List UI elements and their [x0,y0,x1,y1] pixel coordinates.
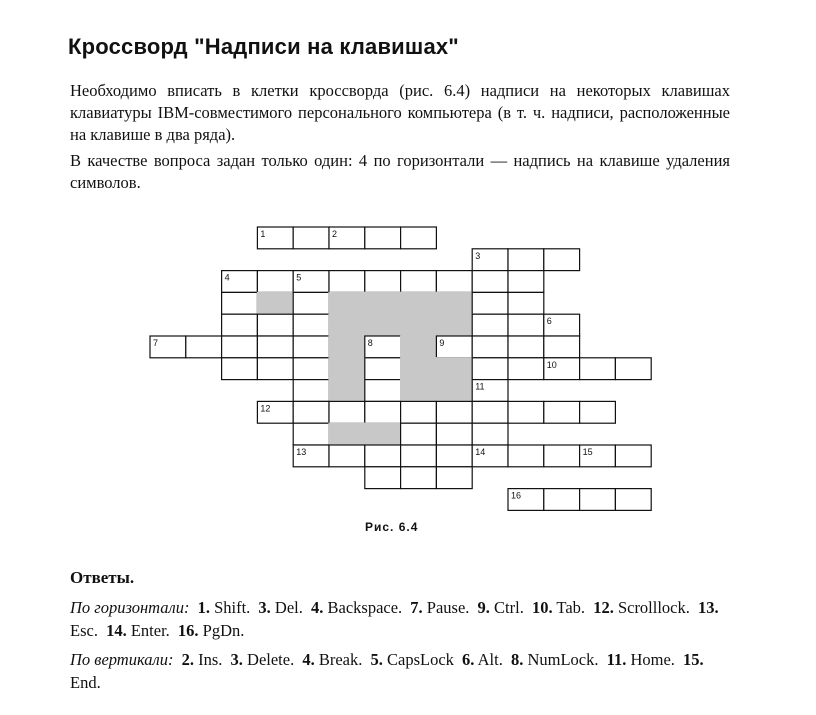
crossword-cell [222,314,258,336]
crossword-cell [436,271,472,293]
crossword-cell [436,445,472,467]
answer-number: 5. [370,650,383,669]
crossword-cell [508,358,544,380]
crossword-cell [615,445,651,467]
crossword-cell [293,358,329,380]
answer-item [532,598,585,617]
clue-number: 16 [511,490,522,501]
crossword-cell [401,423,437,445]
answer-text: Shift. [214,598,251,617]
answer-number: 4. [302,650,315,669]
answer-number: 3. [258,598,271,617]
clue-number: 14 [475,447,486,457]
answer-text: CapsLock [387,650,454,669]
answer-item [311,598,402,617]
clue-number: 1 [260,229,266,239]
crossword-cell [293,336,329,358]
answer-text: Delete. [247,650,295,669]
crossword-cell [544,401,580,423]
crossword-cell [472,292,508,314]
clue-number: 11 [475,381,485,392]
answer-number: 15. [683,650,704,669]
crossword-cell [401,227,437,249]
crossword-cell [401,401,437,423]
clue-number: 12 [260,403,271,414]
shaded-cell [365,423,401,445]
crossword-cell [508,249,544,271]
shaded-cell [401,314,437,336]
answer-number: 1. [197,598,210,617]
clue-number: 15 [582,447,593,457]
crossword-cell [436,467,472,489]
crossword-cell [329,401,365,423]
crossword-cell [365,271,401,293]
clue-number: 7 [153,338,159,348]
shaded-cell [436,314,472,336]
answer-text: Enter. [130,621,170,640]
answer-item [462,650,503,669]
answer-item [478,598,524,617]
answer-item [178,621,244,640]
answer-item [182,650,223,669]
crossword-cell [401,271,437,293]
crossword-cell [329,271,365,293]
clue-number: 13 [296,447,307,457]
answer-number: 3. [230,650,243,669]
answer-item [302,650,362,669]
crossword-cell [615,358,651,380]
answer-number: 10. [531,598,553,617]
answer-item [198,598,251,617]
answer-item [231,650,295,669]
crossword-cell [508,314,544,336]
crossword-cell [544,489,580,511]
crossword-cell [365,227,401,249]
answers-horizontal [70,596,732,642]
crossword-cell [365,445,401,467]
crossword-cell [293,380,329,402]
answer-number: 4. [311,598,324,617]
answer-number: 2. [181,650,194,669]
shaded-cell [329,314,365,336]
answer-item [258,598,302,617]
crossword-cell [508,401,544,423]
shaded-cell [329,336,365,358]
answer-text: Break. [318,650,363,669]
shaded-cell [401,380,437,402]
answer-text: Esc. [70,621,98,640]
crossword-cell [365,467,401,489]
shaded-cell [401,292,437,314]
answer-item [371,650,454,669]
crossword-cell [257,271,293,293]
answer-text: Ins. [198,650,223,669]
crossword-cell [436,401,472,423]
crossword-cell [293,401,329,423]
shaded-cell [257,292,293,314]
crossword-cell [508,292,544,314]
crossword-cell [472,423,508,445]
crossword-cell [257,358,293,380]
answer-number: 11. [606,650,627,669]
shaded-cell [329,358,365,380]
crossword-cell [293,227,329,249]
answer-number: 9. [477,598,490,617]
crossword-cell [222,336,258,358]
answer-text: Pause. [426,598,470,617]
answer-item [410,598,469,617]
crossword-cell [615,489,651,511]
answer-text: Home. [630,650,675,669]
shaded-cell [436,358,472,380]
crossword-cell [472,358,508,380]
answer-text: PgDn. [202,621,245,640]
crossword-cell [365,358,401,380]
clue-number: 2 [332,229,338,239]
crossword-cell [365,380,401,402]
crossword-cell [544,445,580,467]
shaded-cell [329,292,365,314]
clue-number: 4 [224,272,230,283]
answer-number: 7. [410,598,423,617]
answer-item [607,650,675,669]
answers-vertical-lead: По вертикали: [70,650,174,669]
crossword-cell [293,314,329,336]
crossword-cell [293,292,329,314]
answer-text: Tab. [556,598,586,617]
shaded-cell [401,358,437,380]
crossword-cell [580,489,616,511]
answer-item [511,650,599,669]
crossword-cell [472,314,508,336]
answer-text: Ctrl. [494,598,524,617]
clue-number: 9 [439,338,445,348]
crossword-cell [401,445,437,467]
shaded-cell [365,292,401,314]
answer-item [106,621,170,640]
crossword-cell [186,336,222,358]
shaded-cell [329,423,365,445]
crossword-cell [222,292,258,314]
clue-number: 8 [367,338,373,348]
crossword-cell [257,336,293,358]
shaded-cell [436,292,472,314]
crossword-cell [257,314,293,336]
answer-text: Scrolllock. [617,598,690,617]
crossword-cell [580,401,616,423]
answer-number: 13. [698,598,719,617]
answer-number: 8. [510,650,524,669]
answer-number: 16. [177,621,199,640]
crossword-cell [222,358,258,380]
crossword-cell [544,249,580,271]
crossword-cell [472,401,508,423]
shaded-cell [436,380,472,402]
intro-paragraph: Необходимо вписать в клетки кроссворда (рис. 6.4) надписи на некоторых клавишах клавиатуры IBM-совместимого персонального компьютера (в т. ч. надписи, расположенные на клавише в два ряда). [70,81,730,144]
answer-text: Del. [274,598,303,617]
clue-number: 10 [546,359,557,370]
answer-text: End. [70,673,101,692]
crossword-cell [508,445,544,467]
answer-text: NumLock. [527,650,599,669]
answer-number: 6. [462,650,475,669]
answers-horizontal-lead: По горизонтали: [70,598,190,617]
answer-item [593,598,690,617]
crossword-cell [401,467,437,489]
crossword-cell [329,445,365,467]
answers-heading: Ответы. [70,568,135,587]
figure-caption: Рис. 6.4 [365,520,419,534]
crossword-cell [365,401,401,423]
clue-number: 6 [546,316,552,327]
crossword-cell [472,336,508,358]
answers-vertical [70,648,732,694]
crossword-cell [472,271,508,293]
shaded-cell [329,380,365,402]
crossword-cell [436,423,472,445]
shaded-cell [401,336,437,358]
crossword-cell [293,423,329,445]
answer-number: 14. [106,621,127,640]
page-title: Кроссворд "Надписи на клавишах" [68,34,459,59]
clue-number: 3 [475,250,481,261]
crossword-cell [544,336,580,358]
answer-text: Alt. [477,650,503,669]
shaded-cell [365,314,401,336]
clue-number: 5 [296,272,302,283]
answer-text: Backspace. [327,598,403,617]
answer-number: 12. [593,598,614,617]
crossword-cell [508,336,544,358]
question-paragraph: В качестве вопроса задан только один: 4 по горизонтали — надпись на клавише удаления символов. [70,151,730,192]
crossword-cell [580,358,616,380]
crossword-cell [508,271,544,293]
